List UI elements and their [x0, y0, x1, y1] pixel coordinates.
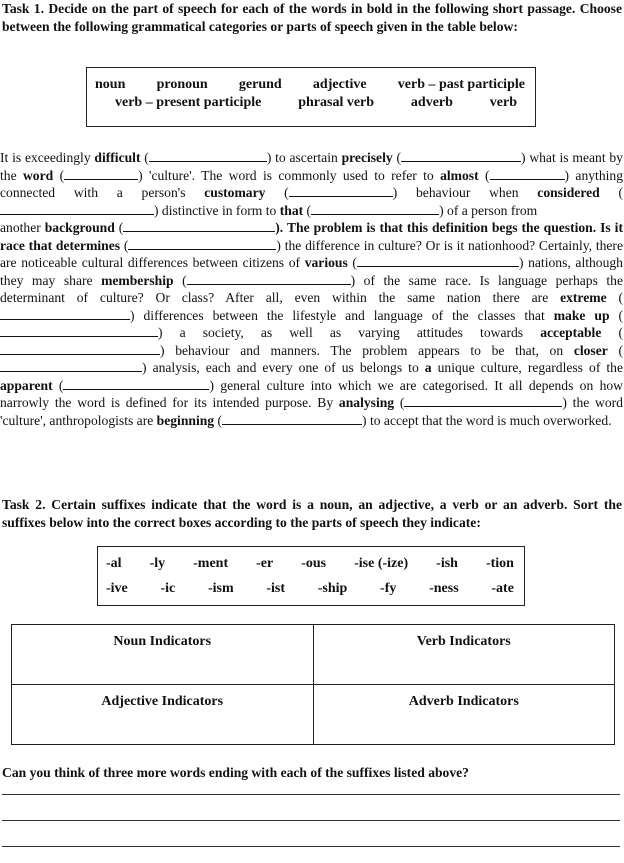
- suffix: -er: [256, 556, 274, 571]
- adjective-indicators-cell[interactable]: [12, 685, 314, 745]
- suffix: -al: [106, 556, 122, 571]
- category-adverb: adverb: [410, 95, 453, 110]
- suffix: -ness: [429, 581, 459, 596]
- bold-word-membership: membership: [101, 272, 174, 288]
- suffixes-row-1: [106, 556, 514, 572]
- suffix: -ic: [160, 581, 176, 596]
- answer-blank-9[interactable]: [128, 237, 276, 250]
- suffix: -ive: [106, 581, 128, 596]
- suffixes-row-2: [106, 581, 514, 597]
- passage-text: (: [601, 325, 623, 340]
- category-pronoun: pronoun: [156, 77, 208, 92]
- bold-word-precisely: precisely: [341, 150, 393, 165]
- noun-indicators-label: Noun Indicators: [113, 634, 212, 649]
- suffixes-table: [97, 546, 525, 606]
- category-gerund: gerund: [238, 77, 282, 92]
- category-phrasal-verb: phrasal verb: [298, 95, 375, 110]
- adverb-indicators-cell[interactable]: [313, 685, 615, 745]
- verb-indicators-label: Verb Indicators: [416, 634, 511, 649]
- passage-text: ) to accept that the word is much overworked.: [362, 412, 612, 428]
- passage-text: ) to ascertain: [266, 150, 342, 165]
- passage-text: (: [114, 220, 124, 235]
- bold-word-word: word: [22, 167, 54, 183]
- passage-text: (: [214, 412, 223, 428]
- passage-text: (: [478, 167, 490, 183]
- answer-blank-7[interactable]: [311, 202, 439, 215]
- bold-word-acceptable: acceptable: [540, 325, 602, 340]
- bold-word-customary: customary: [204, 185, 266, 200]
- passage-text: (: [52, 377, 64, 393]
- suffix: -ist: [266, 581, 286, 596]
- category-verb: verb: [489, 95, 517, 110]
- passage-text: (: [173, 272, 187, 288]
- passage-text: (: [606, 290, 623, 305]
- noun-indicators-cell[interactable]: [12, 625, 314, 685]
- passage-text: (: [53, 167, 65, 183]
- answer-blank-2[interactable]: [401, 149, 521, 162]
- categories-row-1: [95, 77, 525, 93]
- suffix: -ous: [301, 556, 327, 571]
- answer-blank-12[interactable]: [0, 307, 130, 320]
- passage-text: (: [120, 237, 129, 253]
- suffix: -ly: [149, 556, 166, 571]
- answer-blank-15[interactable]: [0, 359, 142, 372]
- answer-blank-17[interactable]: [404, 394, 562, 407]
- passage-text: ) the word 'culture', anthropologists are: [0, 395, 623, 428]
- answer-blank-4[interactable]: [490, 167, 565, 180]
- bold-word-beginning: beginning: [156, 412, 215, 428]
- adjective-indicators-label: Adjective Indicators: [101, 694, 224, 709]
- bold-word-that: that: [279, 202, 304, 218]
- bold-word-determines: determines: [55, 237, 121, 253]
- question: Can you think of three more words ending with each of the suffixes listed above?: [2, 765, 469, 780]
- bold-word-apparent: apparent: [0, 377, 53, 393]
- answer-line[interactable]: [2, 820, 620, 821]
- passage-text: (: [599, 185, 623, 200]
- bold-word-closer: closer: [573, 342, 608, 358]
- bold-word-difficult: difficult: [94, 150, 141, 165]
- answer-blank-1[interactable]: [149, 149, 267, 162]
- passage-text: ) distinctive in form to: [154, 202, 280, 218]
- adverb-indicators-label: Adverb Indicators: [408, 694, 519, 709]
- passage-text: ) analysis, each and every one of us belongs to: [142, 360, 425, 375]
- answer-blank-14[interactable]: [0, 342, 160, 355]
- suffix: -ise (-ize): [354, 556, 409, 571]
- passage: [0, 149, 623, 429]
- category-adjective: adjective: [312, 77, 367, 92]
- passage-text: ) what is meant by the: [0, 150, 623, 183]
- suffix: -ism: [207, 581, 234, 596]
- verb-indicators-cell[interactable]: [313, 625, 615, 685]
- passage-text: ) behaviour and manners. The problem appears to be that, on: [160, 342, 574, 358]
- passage-text: unique culture, regardless of the: [431, 360, 623, 375]
- bold-word-various: various: [304, 255, 348, 270]
- answer-blank-11[interactable]: [187, 272, 351, 285]
- passage-text: (: [392, 150, 401, 165]
- passage-text: (: [347, 255, 357, 270]
- answer-line[interactable]: [2, 794, 620, 795]
- passage-text: ) a society, as well as varying attitudes towards: [158, 325, 541, 340]
- bold-word-extreme: extreme: [560, 290, 607, 305]
- categories-row-2: [115, 95, 517, 111]
- categories-table: [86, 67, 536, 127]
- task1-heading: Task 1. Decide on the part of speech for each of the words in bold in the following short passage. Choose between the following grammatical categories or parts of speech given in the table below:: [2, 1, 622, 34]
- answer-blank-10[interactable]: [357, 254, 519, 267]
- passage-text: (: [140, 150, 149, 165]
- bold-word-a: a: [424, 360, 432, 375]
- passage-text: It is exceedingly: [0, 150, 95, 165]
- bold-word-make-up: make up: [553, 307, 610, 323]
- passage-text: ) 'culture'. The word is commonly used to refer to: [138, 167, 441, 183]
- bold-word-analysing: analysing: [338, 395, 395, 410]
- passage-text: ) nations, although they may share: [0, 255, 623, 288]
- category-noun: noun: [95, 77, 126, 92]
- passage-text: ) the difference in culture? Or is it nationhood? Certainly, there are noticeable cultural differences between citizens of: [0, 237, 623, 270]
- suffix: -ate: [491, 581, 514, 596]
- category-verb-present-participle: verb – present participle: [115, 95, 262, 110]
- answer-blank-5[interactable]: [289, 184, 393, 197]
- bold-word-background: background: [44, 220, 115, 235]
- task2-heading: Task 2. Certain suffixes indicate that the word is a noun, an adjective, a verb or an adverb. Sort the suffixes below into the correct boxes according to the parts of speech they indicate:: [2, 497, 622, 530]
- category-verb-past-participle: verb – past participle: [397, 77, 525, 92]
- suffix: -fy: [380, 581, 397, 596]
- passage-text: (: [609, 307, 624, 323]
- passage-text: (: [607, 342, 623, 358]
- indicators-table: [11, 624, 615, 745]
- passage-text: (: [394, 395, 405, 410]
- passage-text: (: [265, 185, 289, 200]
- answer-blank-3[interactable]: [64, 167, 138, 180]
- passage-text: ) differences between the lifestyle and language of the classes that: [130, 307, 554, 323]
- answer-blank-13[interactable]: [0, 324, 158, 337]
- suffix: -tion: [485, 556, 514, 571]
- answer-blank-8[interactable]: [123, 219, 275, 232]
- passage-text: ) general culture into which we are categorised. It all depends on how narrowly the word is defined for its intended purpose. By: [0, 377, 623, 410]
- bold-word-almost: almost: [440, 167, 479, 183]
- passage-text: ) of a person from: [439, 202, 538, 218]
- suffix: -ship: [317, 581, 348, 596]
- passage-text: ) of the same race. Is language perhaps the determinant of culture? Or class? After all, even within the same nation there are: [0, 272, 623, 305]
- answer-blank-6[interactable]: [0, 202, 154, 215]
- passage-text: ). The problem is that this definition begs the question. Is it race that: [0, 220, 623, 253]
- bold-word-considered: considered: [537, 185, 600, 200]
- answer-blank-18[interactable]: [222, 412, 362, 425]
- passage-text: ) anything connected with a person's: [0, 167, 623, 200]
- suffix: -ment: [193, 556, 229, 571]
- passage-text: (: [303, 202, 312, 218]
- answer-blank-16[interactable]: [63, 377, 209, 390]
- passage-text: ) behaviour when: [392, 185, 538, 200]
- suffix: -ish: [436, 556, 458, 571]
- answer-line[interactable]: [2, 846, 620, 847]
- passage-text: another: [0, 220, 45, 235]
